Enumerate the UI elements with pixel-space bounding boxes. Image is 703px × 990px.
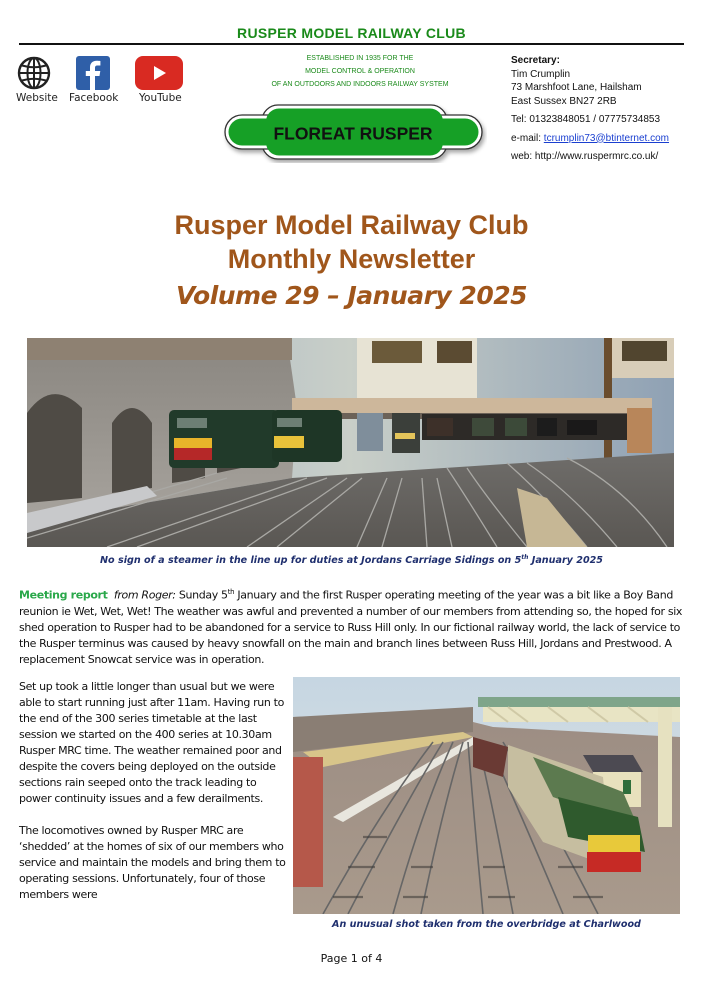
secretary-website[interactable]: web: http://www.ruspermrc.co.uk/ bbox=[511, 151, 659, 162]
report-text: January and the first Rusper operating meeting of the year was a bit like a Boy Band reunion ie Wet, Wet, Wet! The weather was awful and prevented a number of our members from attending so, the hoped for six shed operation to Rusper had to be abandoned for a service to Russ Hill only. In our fictional railway world, the lack of service to the Rusper terminus was caused by heavy snowfall on the main and branch lines between Russ Hill, Jordans and Prestwood. A replacement Snowcat service was in operation. bbox=[19, 588, 683, 666]
newsletter-title: Rusper Model Railway Club bbox=[174, 210, 529, 240]
photo-1-caption bbox=[0, 554, 703, 566]
established-line: MODEL CONTROL & OPERATION bbox=[305, 68, 415, 75]
setup-paragraph: Set up took a little longer than usual but we were able to start running just after 11am. Having run to the end of the 300 series timetable at the last session we started on the 400 series at 10.30am Rusper MRC time. The weather remained poor and despite the covers being deployed on the outside sections rain seeped onto the track leading to power continuity issues and a few derailments. bbox=[19, 680, 285, 805]
club-name-heading: RUSPER MODEL RAILWAY CLUB bbox=[237, 25, 466, 41]
newsletter-subtitle: Monthly Newsletter bbox=[227, 244, 476, 274]
photo-2-caption: An unusual shot taken from the overbridge at Charlwood bbox=[332, 919, 641, 930]
youtube-link[interactable]: YouTube bbox=[139, 92, 182, 104]
header-divider bbox=[19, 43, 684, 45]
totem-text: FLOREAT RUSPER bbox=[273, 123, 433, 144]
caption-superscript: th bbox=[521, 554, 529, 561]
youtube-icon[interactable] bbox=[135, 56, 183, 90]
newsletter-volume: Volume 29 – January 2025 bbox=[175, 281, 528, 310]
left-column-text bbox=[19, 679, 289, 919]
facebook-link[interactable]: Facebook bbox=[69, 92, 119, 104]
facebook-icon[interactable] bbox=[76, 56, 110, 90]
established-line: ESTABLISHED IN 1935 FOR THE bbox=[306, 55, 414, 62]
secretary-address-line: 73 Marshfoot Lane, Hailsham bbox=[511, 82, 642, 93]
secretary-address-line: East Sussex BN27 2RB bbox=[511, 95, 617, 107]
meeting-report-paragraph bbox=[19, 584, 687, 668]
secretary-contact-block bbox=[511, 54, 669, 164]
secretary-title: Secretary: bbox=[511, 55, 560, 66]
page-number: Page 1 of 4 bbox=[320, 952, 383, 965]
caption-text: January 2025 bbox=[528, 555, 603, 567]
charlwood-overbridge-photo bbox=[293, 677, 680, 914]
meeting-report-lead: Meeting report bbox=[19, 588, 108, 602]
email-link[interactable]: tcrumplin73@btinternet.com bbox=[543, 132, 670, 144]
locomotives-paragraph: The locomotives owned by Rusper MRC are ‘shedded’ at the homes of six of our members who service and maintain the models and bring them to operating sessions. Unfortunately, four of those members were bbox=[19, 824, 286, 901]
meeting-report-author: from Roger: bbox=[113, 588, 176, 602]
secretary-email-row bbox=[511, 132, 669, 146]
floreat-rusper-totem-logo bbox=[222, 103, 487, 163]
globe-icon[interactable] bbox=[17, 56, 51, 90]
secretary-telephone: Tel: 01323848051 / 07775734853 bbox=[511, 114, 661, 125]
secretary-name: Tim Crumplin bbox=[511, 68, 571, 80]
report-text: Sunday 5 bbox=[175, 588, 228, 602]
caption-text: No sign of a steamer in the line up for duties at Jordans Carriage Sidings on 5 bbox=[100, 555, 522, 567]
email-label: e-mail: bbox=[511, 132, 544, 144]
website-link[interactable]: Website bbox=[16, 92, 58, 104]
locomotive-lineup-photo bbox=[27, 338, 674, 547]
report-superscript: th bbox=[227, 588, 235, 596]
established-line: OF AN OUTDOORS AND INDOORS RAILWAY SYSTEM bbox=[271, 81, 449, 88]
